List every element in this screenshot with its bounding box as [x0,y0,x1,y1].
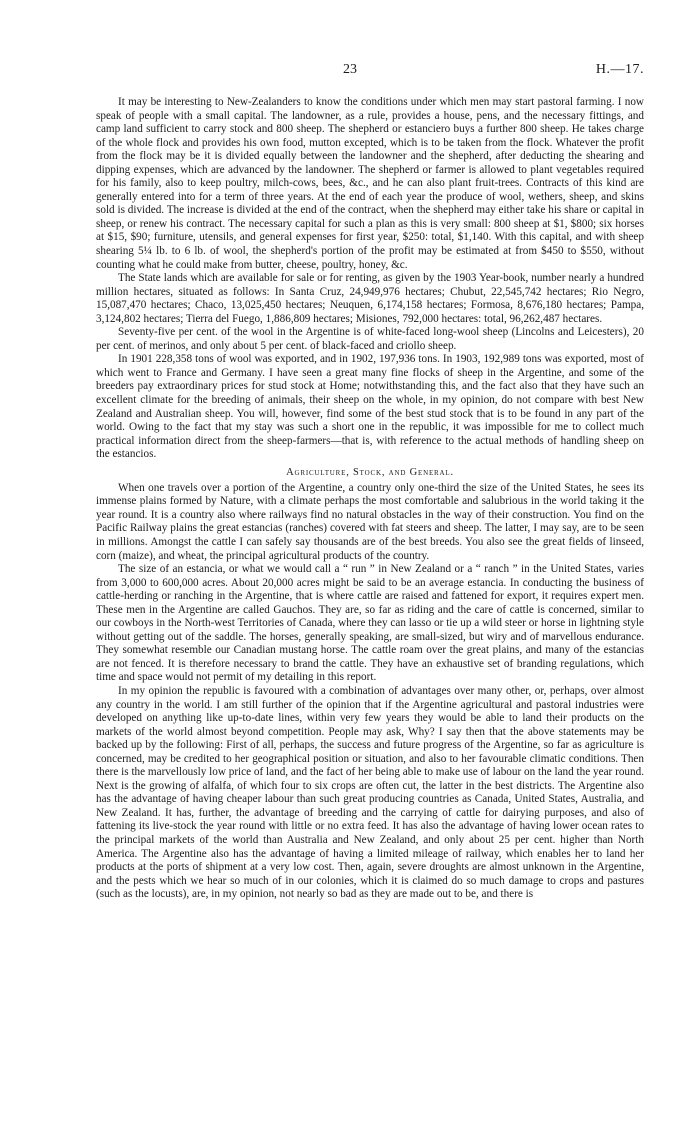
paragraph: The size of an estancia, or what we would call a “ run ” in New Zealand or a “ ranch ” in the United States, varies from 3,000 to 600,000 acres. About 20,000 acres might be said to be an average estancia. In conducting the business of cattle-herding or ranching in the Argentine, that is where cattle are raised and fattened for export, it requires expert men. These men in the Argentine are called Gauchos. They are, so far as riding and the care of cattle is concerned, similar to our cowboys in the North-west Territories of Canada, where they can lasso or tie up a wild steer or horse in lightning style without getting out of the saddle. The horses, generally speaking, are small-sized, but wiry and of marvellous endurance. They somewhat resemble our Canadian mustang horse. The cattle roam over the great plains, and many of the estancias are not fenced. It is therefore necessary to brand the cattle. They have an exhaustive set of branding regulations, which time and space would not permit of my detailing in this report. [96,563,644,684]
document-reference: H.—17. [595,62,644,77]
section-pastoral-farming [96,96,644,462]
page-number: 23 [343,62,357,77]
document-body [96,96,644,902]
section-heading: Agriculture, Stock, and General. [286,466,454,478]
paragraph: When one travels over a portion of the Argentine, a country only one-third the size of the United States, he sees its immense plains formed by Nature, with a climate perhaps the most comfortable and salubrious in the world taking it the year round. It is a country also where railways find no natural obstacles in the way of their construction. You find on the Pacific Railway plains the great estancias (ranches) covered with fat steers and sheep. The latter, I may say, are to be seen in millions. Amongst the cattle I can safely say thousands are of the best breeds. You also see the great fields of linseed, corn (maize), and wheat, the principal agricultural products of the country. [96,481,644,562]
paragraph: In 1901 228,358 tons of wool was exported, and in 1902, 197,936 tons. In 1903, 192,989 tons was exported, most of which went to France and Germany. I have seen a great many fine flocks of sheep in the Argentine, and some of the breeders pay extraordinary prices for stud stock at Home; notwithstanding this, and the fact also that they have such an excellent climate for the breeding of animals, their sheep on the whole, in my opinion, do not compare with best New Zealand and Australian sheep. You will, however, find some of the best stud stock that is to be found in any part of the world. Owing to the fact that my stay was such a short one in the republic, it was impossible for me to collect much practical information direct from the sheep-farmers—that is, with reference to the actual methods of handling sheep on the estancios. [96,353,644,461]
paragraph: Seventy-five per cent. of the wool in the Argentine is of white-faced long-wool sheep (Lincolns and Leicesters), 20 per cent. of merinos, and only about 5 per cent. of black-faced and criollo sheep. [96,326,644,352]
paragraph: In my opinion the republic is favoured with a combination of advantages over many other, or, perhaps, over almost any country in the world. I am still further of the opinion that if the Argentine agricultural and pastoral industries were developed on anything like up-to-date lines, within very few years they would be able to land their products on the markets of the world almost beyond competition. People may ask, Why? I say then that the above statements may be backed up by the following: First of all, perhaps, the success and future progress of the Argentine, so far as agriculture is concerned, may be credited to her geographical position or situation, and also to her favourable climatic conditions. Then there is the marvellously low price of land, and the fact of her being able to make use of labour on the land the year round. Next is the growing of alfalfa, of which four to six crops are often cut, the latter in the best districts. The Argentine also has the advantage of having cheaper labour than such great producing countries as Canada, United States, Australia, and New Zealand. It has, further, the advantage of breeding and the carrying of cattle for dairying purposes, and also of fattening its live-stock the year round with little or no extra feed. It has also the advantage of having lower ocean rates to the principal markets of the world than Australia and New Zealand, and only about 25 per cent. higher than North America. The Argentine also has the advantage of having a limited mileage of railway, which enables her to land her products at the ports of shipment at a very low cost. Then, again, severe droughts are almost unknown in the Argentine, and the pests which we hear so much of in our colonies, which it is claimed do so much damage to crops and pastures (such as the locusts), are, in my opinion, not nearly so bad as they are made out to be, and there is [96,684,644,901]
paragraph: It may be interesting to New-Zealanders to know the conditions under which men may start pastoral farming. I now speak of people with a small capital. The landowner, as a rule, provides a house, pens, and the necessary fittings, and camp land sufficient to carry stock and 800 sheep. The shepherd or estanciero buys a further 800 sheep. He takes charge of the whole flock and provides his own food, mutton excepted, which is to be taken from the flock. Whatever the profit from the flock may be it is divided equally between the landowner and the shepherd, after deducting the shearing and dipping expenses, which are advanced by the landowner. The shepherd or farmer is allowed to plant vegetables required for his family, also to keep poultry, milch-cows, bees, &c., and he can also plant fruit-trees. Contracts of this kind are generally entered into for a term of three years. At the end of each year the produce of wool, wethers, sheep, and skins sold is divided. The increase is divided at the end of the contract, when the shepherd may either take his share or capital in sheep, or renew his contract. The necessary capital for such a plan as this is very small: 800 sheep at $1, $800; six horses at $15, $90; furniture, utensils, and general expenses for first year, $250: total, $1,140. With this capital, and with sheep shearing 5¼ lb. to 6 lb. of wool, the shepherd's portion of the profit may be estimated at from $450 to $550, without counting what he could make from butter, cheese, poultry, honey, &c. [96,96,644,271]
paragraph: The State lands which are available for sale or for renting, as given by the 1903 Year-book, number nearly a hundred million hectares, situated as follows: In Santa Cruz, 24,949,976 hectares; Chubut, 22,545,742 hectares; Rio Negro, 15,087,470 hectares; Chaco, 13,025,450 hectares; Neuquen, 6,174,158 hectares; Formosa, 8,676,180 hectares; Pampa, 3,124,802 hectares; Tierra del Fuego, 1,886,809 hectares; Misiones, 792,000 hectares: total, 96,262,487 hectares. [96,272,644,325]
section-agriculture-stock-general [96,466,644,902]
